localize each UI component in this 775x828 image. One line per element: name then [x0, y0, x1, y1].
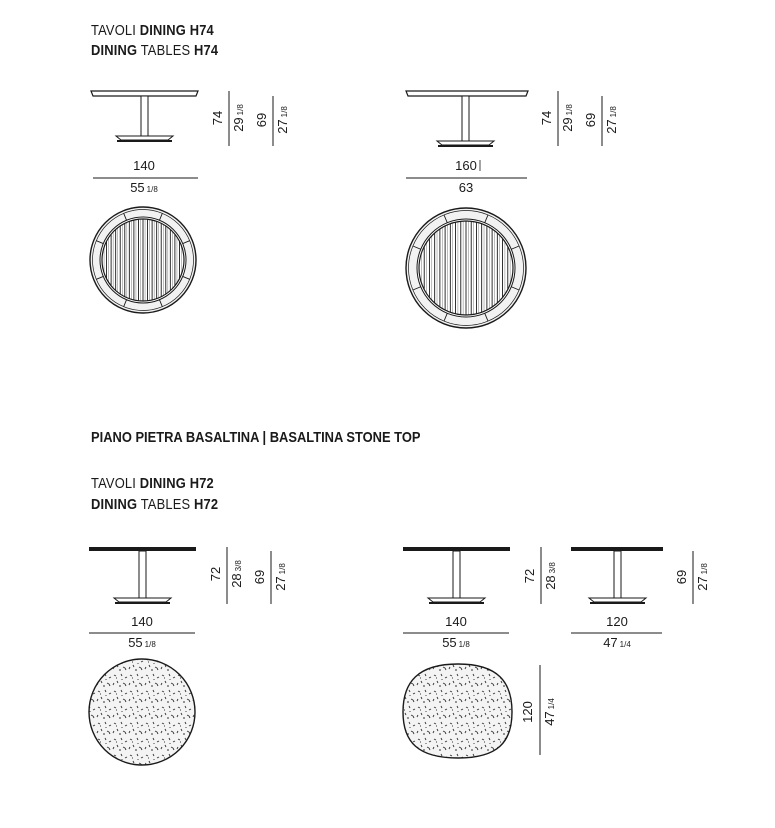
table3-h1-in: 283/8	[229, 560, 244, 588]
table2-h2-cm: 69	[583, 112, 598, 128]
table2-dimensions	[406, 91, 619, 195]
table3-plan-view	[89, 659, 195, 765]
table3-h1-cm: 72	[208, 566, 223, 582]
table2-elevation	[406, 91, 528, 146]
table5-h2-in: 271/8	[695, 563, 710, 591]
table3-width-in: 55 1/8	[128, 635, 156, 650]
table1-width-in: 55 1/8	[130, 180, 158, 195]
table1-width-cm: 140	[133, 158, 155, 173]
section1-header-line1: TAVOLI DINING H74	[91, 22, 214, 39]
section2-header-line2: DINING TABLES H72	[91, 496, 219, 513]
table1-elevation	[91, 91, 198, 141]
table1-h1-cm: 74	[210, 110, 225, 126]
table4-depth-in: 471/4	[542, 698, 557, 726]
table3-width-cm: 140	[131, 614, 153, 629]
table5-h2-cm: 69	[674, 569, 689, 585]
stone-top-title: PIANO PIETRA BASALTINA | BASALTINA STONE TOP	[91, 429, 421, 446]
table4-elevation	[403, 547, 510, 603]
section1-header-line2: DINING TABLES H74	[91, 42, 219, 59]
table5-width-in: 47 1/4	[603, 635, 631, 650]
table4-width-cm: 140	[445, 614, 467, 629]
table5-width-cm: 120	[606, 614, 628, 629]
table3-h2-cm: 69	[252, 569, 267, 585]
table1-dimensions	[93, 91, 290, 195]
table4-depth-cm: 120	[520, 701, 535, 723]
table1-h2-cm: 69	[254, 112, 269, 128]
table3-h2-in: 271/8	[273, 563, 288, 591]
table5-elevation	[571, 547, 663, 603]
table4-width-in: 55 1/8	[442, 635, 470, 650]
table1-plan-view	[90, 207, 196, 313]
table2-h1-in: 291/8	[560, 104, 575, 132]
table4-h1-in: 283/8	[543, 562, 558, 590]
table2-plan-view	[406, 208, 526, 328]
table2-h2-in: 271/8	[604, 106, 619, 134]
table4-plan-view	[403, 664, 512, 758]
table2-width-in: 63	[458, 180, 474, 195]
table4-h1-cm: 72	[522, 568, 537, 584]
table1-h2-in: 271/8	[275, 106, 290, 134]
table2-width-cm: 160	[455, 158, 477, 173]
table3-elevation	[89, 547, 196, 603]
section2-header-line1: TAVOLI DINING H72	[91, 475, 214, 492]
table1-h1-in: 291/8	[231, 104, 246, 132]
table2-h1-cm: 74	[539, 110, 554, 126]
